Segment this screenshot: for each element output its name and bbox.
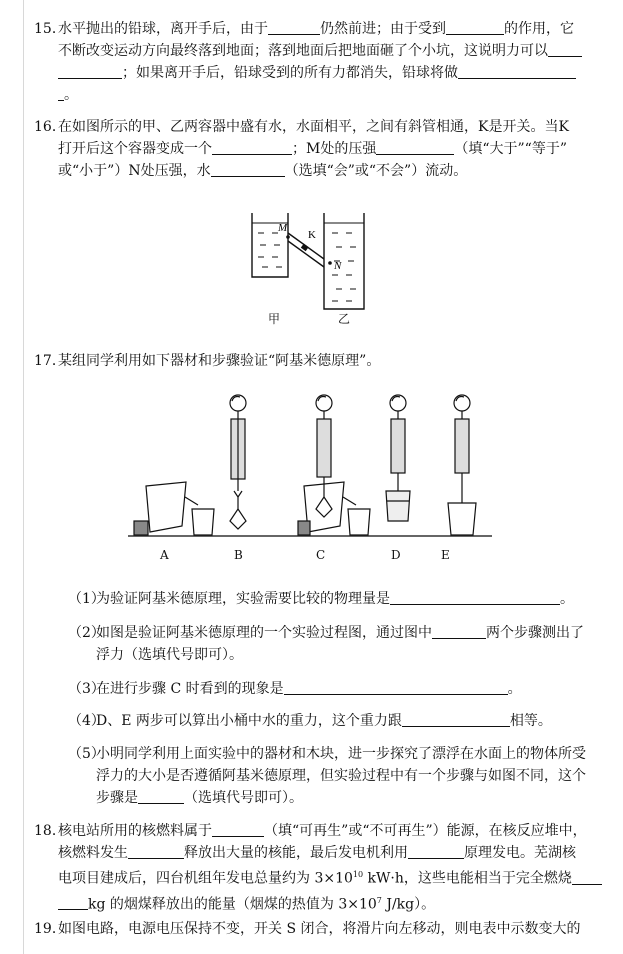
question-15: [34, 18, 586, 106]
sub-number: （4）: [68, 713, 105, 729]
answer-blank[interactable]: [128, 842, 184, 859]
q17-sub-5: [68, 743, 586, 809]
q17-sub-2: [68, 622, 586, 666]
question-number: 16．: [34, 119, 66, 135]
q17-sub-2-text: 如图是验证阿基米德原理的一个实验过程图，通过图中: [96, 625, 432, 641]
q18-text-5: 原理发电。芜湖核: [464, 845, 576, 861]
answer-blank[interactable]: [212, 138, 292, 155]
q17-sub-5-text: 小明同学利用上面实验中的器材和木块，进一步探究了漂浮在水面上的物体所受: [96, 746, 586, 762]
q16-text-6: （选填“会”或“不会”）流动。: [284, 163, 468, 179]
answer-blank[interactable]: [446, 18, 504, 35]
answer-blank[interactable]: [212, 820, 264, 837]
sub-number: （1）: [68, 591, 105, 607]
question-number: 19．: [34, 921, 66, 937]
step-c-apparatus: [298, 395, 370, 535]
answer-blank[interactable]: [58, 62, 122, 79]
q18-exponent-2: 7: [376, 895, 382, 905]
q18-text-7: kW·h，这些电能相当于完全燃烧: [363, 870, 572, 887]
sub-number: （3）: [68, 681, 105, 697]
q19-text-1: 如图电路，电源电压保持不变，开关 S 闭合，将滑片向左移动，则电表中示数变大的: [58, 921, 581, 937]
step-e-apparatus: [448, 395, 476, 535]
figure-label-a: A: [160, 548, 169, 562]
q17-sub-3: [68, 678, 586, 700]
q18-text-2: （填“可再生”或“不可再生”）能源，在核反应堆中，: [264, 823, 587, 839]
point-n-label: N: [334, 260, 342, 272]
q17-sub-2-text-3: 浮力（选填代号即可）。: [96, 647, 243, 663]
q16-text-5: 或“小于”）N处压强，水: [58, 163, 211, 179]
question-16: [34, 116, 586, 182]
connected-containers-figure: [248, 205, 388, 325]
question-number: 15．: [34, 21, 66, 37]
answer-blank[interactable]: [408, 842, 464, 859]
answer-blank[interactable]: [432, 622, 486, 639]
answer-blank[interactable]: [138, 787, 184, 804]
figure-label-e: E: [441, 548, 450, 562]
q18-text-4: 释放出大量的核能，最后发电机利用: [184, 845, 408, 861]
question-19: [34, 918, 586, 940]
step-d-apparatus: [386, 395, 410, 521]
archimedes-experiment-figure: [128, 385, 492, 565]
q17-sub-4-end: 相等。: [509, 713, 552, 729]
question-17: [34, 350, 586, 372]
answer-blank[interactable]: [211, 160, 285, 177]
question-number: 17．: [34, 353, 66, 369]
question-number: 18．: [34, 823, 66, 839]
q15-text-3: 的作用，它: [504, 21, 574, 37]
q15-text-6: 。: [64, 87, 78, 103]
q18-exponent-1: 10: [352, 870, 364, 879]
figure-label-c: C: [316, 548, 326, 562]
figure-label-b: B: [234, 548, 243, 562]
q18-text-3: 核燃料发生: [58, 845, 128, 861]
container-yi: [324, 213, 364, 309]
q17-sub-5-text-3: 步骤是: [96, 790, 138, 806]
answer-blank[interactable]: [268, 18, 320, 35]
answer-blank[interactable]: [390, 588, 560, 605]
answer-blank[interactable]: [548, 40, 582, 57]
answer-blank[interactable]: [58, 893, 88, 910]
q18-text-9: J/kg）。: [381, 896, 436, 913]
q15-text-1: 水平抛出的铅球，离开手后，由于: [58, 21, 268, 37]
q16-text-2: 打开后这个容器变成一个: [58, 141, 212, 157]
q17-sub-5-text-2: 浮力的大小是否遵循阿基米德原理，但实验过程中有一个步骤与如图不同，这个: [96, 768, 586, 784]
sub-number: （5）: [68, 746, 105, 762]
container-yi-label: 乙: [338, 312, 351, 326]
answer-blank[interactable]: [376, 138, 454, 155]
page-margin-line: [23, 0, 24, 954]
answer-blank[interactable]: [284, 678, 508, 695]
container-jia-label: 甲: [268, 312, 281, 326]
step-a-apparatus: [134, 482, 214, 535]
q17-sub-1: [68, 588, 586, 610]
switch-k-label: K: [308, 229, 316, 241]
answer-blank[interactable]: [402, 710, 510, 727]
q15-text-4: 不断改变运动方向最终落到地面；落到地面后把地面砸了个小坑，这说明力可以: [58, 43, 548, 59]
q17-sub-3-text: 在进行步骤 C 时看到的现象是: [96, 681, 284, 697]
q17-sub-1-end: 。: [560, 591, 574, 607]
q17-sub-4-text: D、E 两步可以算出小桶中水的重力，这个重力跟: [96, 713, 402, 729]
sub-number: （2）: [68, 625, 105, 641]
q17-text-1: 某组同学利用如下器材和步骤验证“阿基米德原理”。: [58, 353, 381, 369]
q18-text-6: 电项目建成后，四台机组年发电总量约为 3×10: [58, 870, 353, 887]
answer-blank[interactable]: [572, 868, 602, 885]
q16-text-3: ；M处的压强: [292, 141, 377, 157]
q17-sub-4: [68, 710, 586, 732]
q16-text-1: 在如图所示的甲、乙两容器中盛有水，水面相平，之间有斜管相通，K是开关。当K: [58, 119, 569, 135]
q17-sub-1-text: 为验证阿基米德原理，实验需要比较的物理量是: [96, 591, 390, 607]
question-18: [34, 820, 586, 915]
point-m-label: M: [278, 222, 288, 234]
q17-sub-5-text-4: （选填代号即可）。: [184, 790, 303, 806]
q15-text-2: 仍然前进；由于受到: [320, 21, 446, 37]
q16-text-4: （填“大于”“等于”: [454, 141, 567, 157]
q15-text-5: ；如果离开手后，铅球受到的所有力都消失，铅球将做: [122, 65, 458, 81]
q18-text-8: kg 的烟煤释放出的能量（烟煤的热值为 3×10: [88, 896, 377, 913]
q18-text-1: 核电站所用的核燃料属于: [58, 823, 212, 839]
q17-sub-2-text-2: 两个步骤测出了: [486, 625, 584, 641]
q17-sub-3-end: 。: [507, 681, 522, 697]
step-b-apparatus: [230, 395, 246, 529]
figure-label-d: D: [391, 548, 401, 562]
answer-blank[interactable]: [458, 62, 576, 79]
